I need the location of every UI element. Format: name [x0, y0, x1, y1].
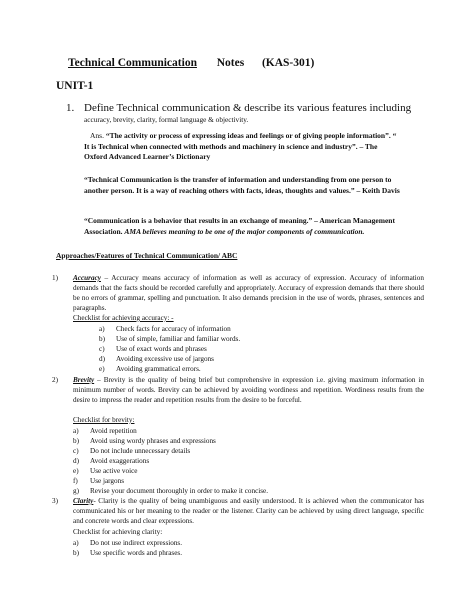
- feature-text: - Clarity is the quality of being unambiguous and easily understood. It is achieved when the communicator has communicated his or her meaning to the reader or the listener. Clarity can be achieved by using direct language, specific and concrete words and clear expressions.: [73, 497, 424, 525]
- list-item: c) Use of exact words and phrases: [99, 345, 207, 353]
- question-number: 1.: [66, 102, 75, 114]
- approaches-heading: Approaches/Features of Technical Communication/ ABC: [56, 251, 238, 260]
- list-item: e) Use active voice: [73, 467, 138, 475]
- feature-clarity: [52, 497, 424, 527]
- list-item: f) Use jargons: [73, 477, 125, 485]
- notes-label: Notes: [216, 57, 245, 69]
- list-item: b) Use specific words and phrases.: [73, 549, 183, 557]
- feature-accuracy: [52, 274, 424, 314]
- definition-3-text: “Communication is a behavior that results in an exchange of meaning.” – American Management Association.: [84, 216, 395, 236]
- course-code: (KAS-301): [261, 57, 315, 69]
- feature-number: 3): [52, 497, 58, 505]
- list-item: a) Check facts for accuracy of information: [99, 325, 231, 333]
- list-item: a) Avoid repetition: [73, 427, 137, 435]
- feature-number: 2): [52, 376, 58, 384]
- definition-1: [84, 131, 400, 163]
- list-item: b) Avoid using wordy phrases and expressions: [73, 437, 216, 445]
- list-item: e) Avoiding grammatical errors.: [99, 365, 201, 373]
- feature-brevity: [52, 376, 424, 406]
- checklist-brevity: Checklist for brevity:: [73, 416, 135, 424]
- feature-text: – Brevity is the quality of being brief but comprehensive in expression i.e. giving maximum information in minimum number of words. Brevity can be achieved by avoiding wordiness and repetition. Wordiness results from the desire to impress the reader and repetition results from the desire to be forceful.: [73, 376, 424, 404]
- question-heading: [66, 102, 411, 114]
- feature-key: Brevity: [73, 376, 95, 384]
- checklist-clarity: Checklist for achieving clarity:: [73, 528, 163, 536]
- list-item: c) Do not include unnecessary details: [73, 447, 191, 455]
- question-subtext: accuracy, brevity, clarity, formal language & objectivity.: [84, 115, 249, 124]
- feature-key: Clarity: [73, 497, 94, 505]
- question-text: Define Technical communication & describe its various features including: [84, 102, 412, 114]
- title-text: Technical Communication: [68, 57, 197, 69]
- feature-text: – Accuracy means accuracy of information as well as accuracy of expression. Accuracy of information demands that the facts should be recorded carefully and appropriately. Accuracy of expression demands that there should be no errors of grammar, spelling and punctuation. It also demands precision in the use of words, phrases, sentences and paragraphs.: [73, 274, 424, 312]
- answer-label: Ans.: [90, 131, 104, 140]
- list-item: b) Use of simple, familiar and familiar words.: [99, 335, 241, 343]
- list-item: g) Revise your document thoroughly in order to make it concise.: [73, 487, 269, 495]
- definition-3: [84, 216, 400, 237]
- definition-1-text: “The activity or process of expressing ideas and feelings or of giving people information”. “ It is Technical when connected with methods and machinery in science and industry”. – The Oxford Advanced Learner’s Dictionary: [84, 131, 397, 161]
- list-item: d) Avoid exaggerations: [73, 457, 150, 465]
- document-title: [68, 57, 314, 69]
- definition-2: “Technical Communication is the transfer of information and understanding from one person to another person. It is a way of reaching others with facts, ideas, thoughts and values.” – Keith Davis: [84, 175, 400, 195]
- feature-number: 1): [52, 274, 58, 282]
- checklist-accuracy: Checklist for achieving accuracy: -: [73, 314, 174, 322]
- unit-heading: UNIT-1: [56, 80, 94, 92]
- definition-3-italic: AMA believes meaning to be one of the major components of communication.: [124, 226, 365, 236]
- feature-key: Accuracy: [73, 274, 101, 282]
- list-item: d) Avoiding excessive use of jargons: [99, 355, 214, 363]
- list-item: a) Do not use indirect expressions.: [73, 539, 183, 547]
